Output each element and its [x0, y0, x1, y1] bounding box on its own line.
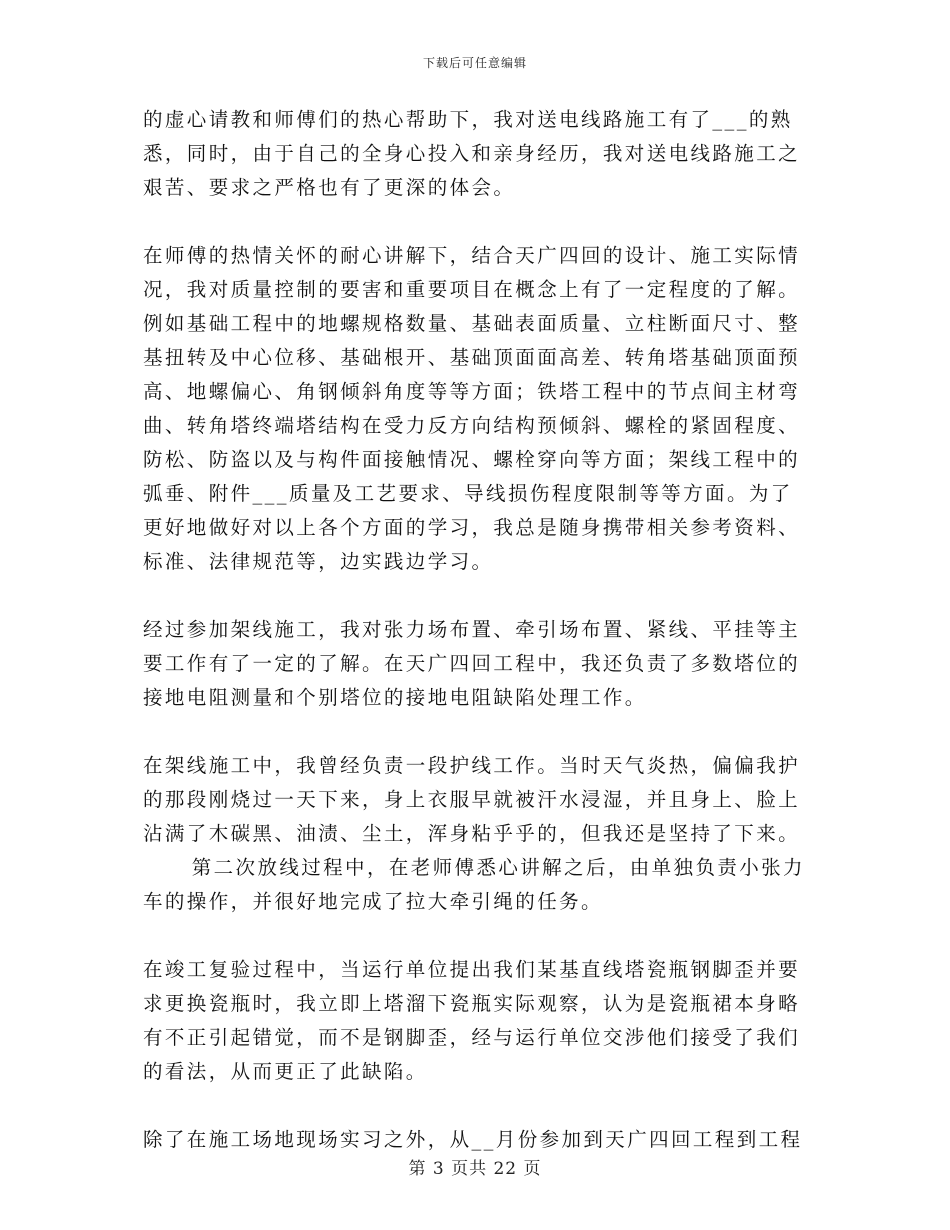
paragraph-3: 经过参加架线施工，我对张力场布置、牵引场布置、紧线、平挂等主要工作有了一定的了解。在天广四回工程中，我还负责了多数塔位的接地电阻测量和个别塔位的接地电阻缺陷处理工作。: [143, 618, 801, 709]
document-body: [143, 103, 813, 1191]
paragraph-2: 在师傅的热情关怀的耐心讲解下，结合天广四回的设计、施工实际情况，我对质量控制的要害和重要项目在概念上有了一定程度的了解。例如基础工程中的地螺规格数量、基础表面质量、立柱断面尺寸、整基扭转及中心位移、基础根开、基础顶面面高差、转角塔基础顶面预高、地螺偏心、角钢倾斜角度等等方面；铁塔工程中的节点间主材弯曲、转角塔终端塔结构在受力反方向结构预倾斜、螺栓的紧固程度、防松、防盗以及与构件面接触情况、螺栓穿向等方面；架线工程中的弧垂、附件___质量及工艺要求、导线损伤程度限制等等方面。为了更好地做好对以上各个方面的学习，我总是随身携带相关参考资料、标准、法律规范等，边实践边学习。: [143, 244, 801, 573]
paragraph-4: 在架线施工中，我曾经负责一段护线工作。当时天气炎热，偏偏我护的那段刚烧过一天下来，身上衣服早就被汗水浸湿，并且身上、脸上沾满了木碳黑、油渍、尘土，浑身粘乎乎的，但我还是坚持了下来。: [143, 754, 801, 845]
page-number-footer: 第 3 页共 22 页: [408, 1159, 542, 1179]
paragraph-7: 除了在施工场地现场实习之外，从__月份参加到天广四回工程到工程: [143, 1128, 803, 1151]
page-header: 下载后可任意编辑: [422, 56, 527, 70]
paragraph-6: 在竣工复验过程中，当运行单位提出我们某基直线塔瓷瓶钢脚歪并要求更换瓷瓶时，我立即上塔溜下瓷瓶实际观察，认为是瓷瓶裙本身略有不正引起错觉，而不是钢脚歪，经与运行单位交涉他们接受了我们的看法，从而更正了此缺陷。: [143, 958, 801, 1083]
paragraph-1: 的虚心请教和师傅们的热心帮助下，我对送电线路施工有了___的熟悉，同时，由于自己的全身心投入和亲身经历，我对送电线路施工之艰苦、要求之严格也有了更深的体会。: [143, 108, 801, 199]
paragraph-5: 第二次放线过程中，在老师傅悉心讲解之后，由单独负责小张力车的操作，并很好地完成了拉大牵引绳的任务。: [143, 856, 805, 913]
